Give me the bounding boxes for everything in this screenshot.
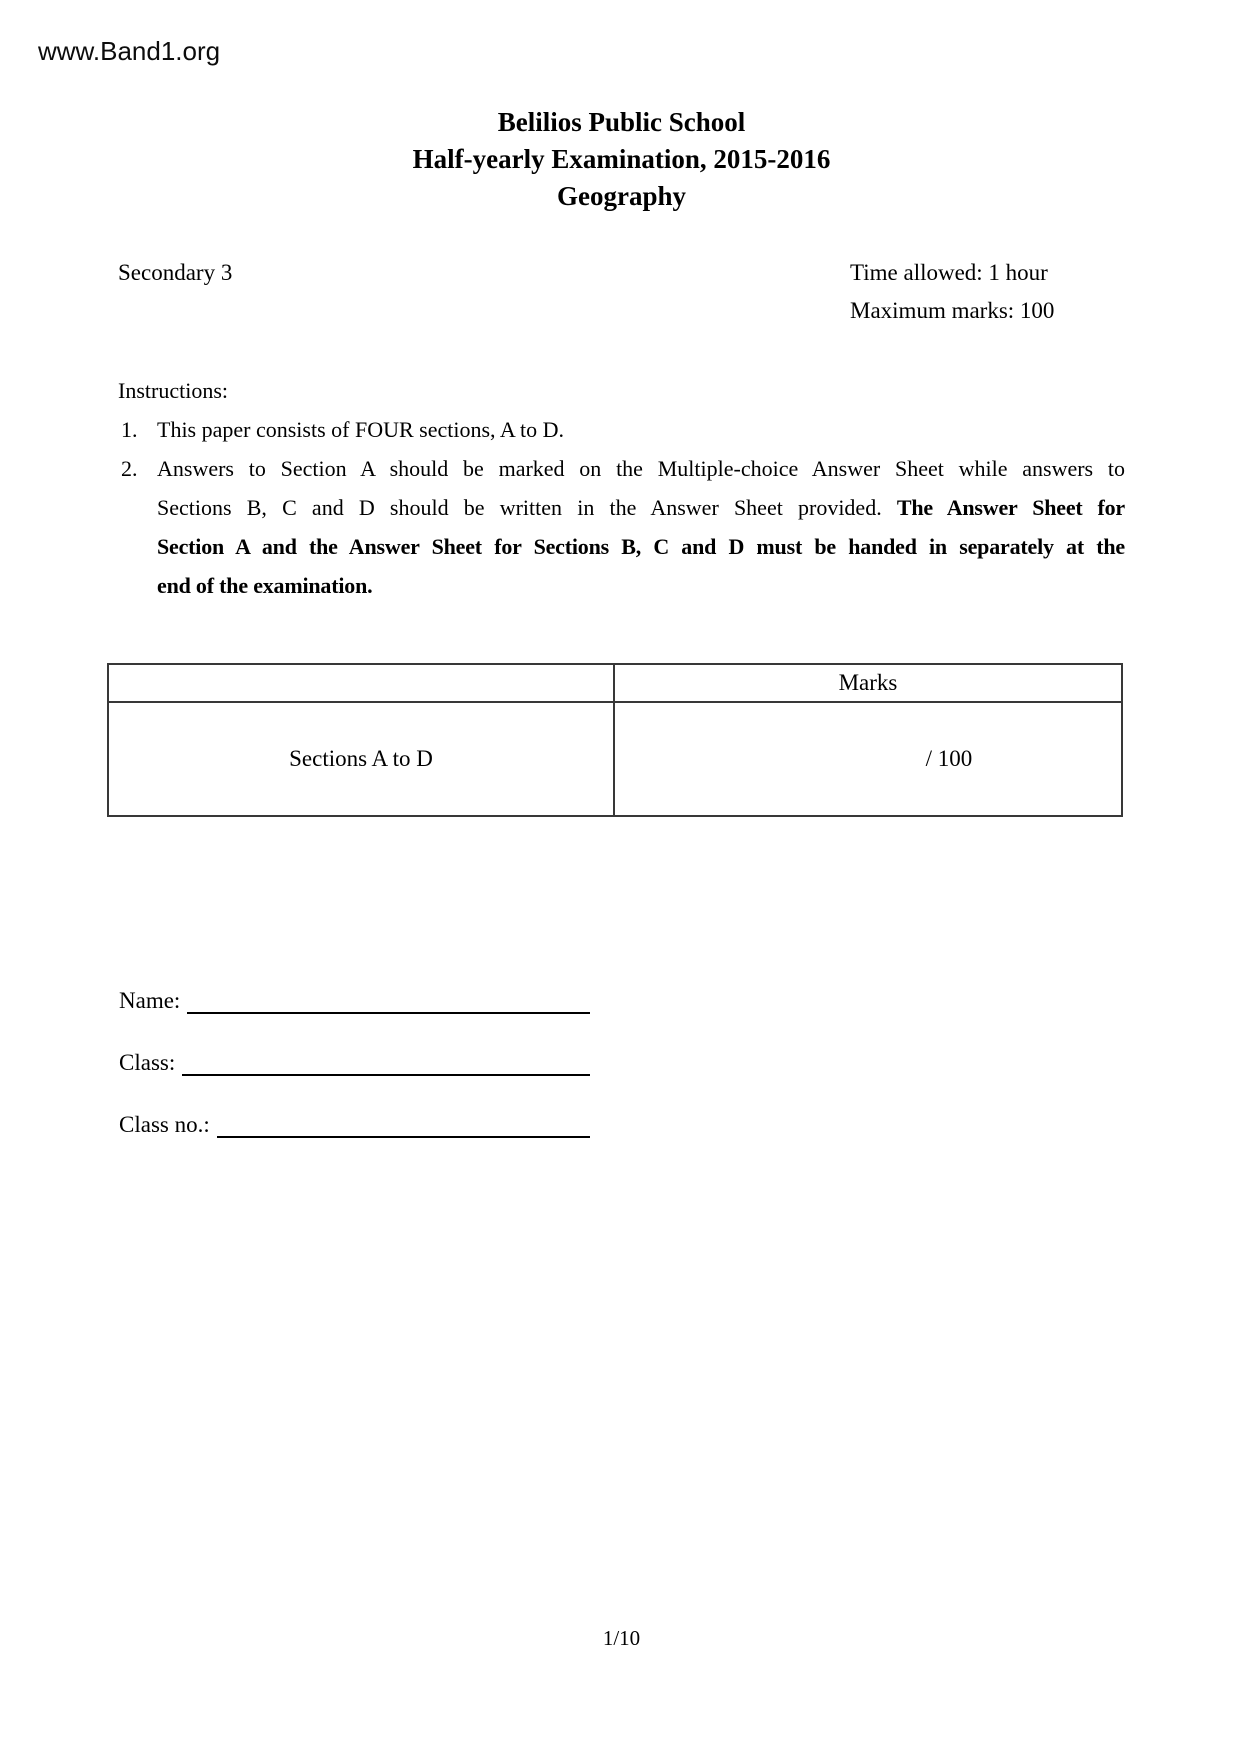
marks-table-header-cell: [615, 665, 1121, 703]
marks-table-value-cell: [615, 703, 1121, 815]
instruction-text-regular: Sections B, C and D should be written in the Answer Sheet provided.: [157, 495, 897, 520]
instruction-text: This paper consists of FOUR sections, A to D.: [157, 417, 564, 442]
class-no-field-underline: [217, 1136, 590, 1138]
instruction-text-line-3: Section A and the Answer Sheet for Sections B, C and D must be handed in separately at the: [157, 534, 1125, 559]
instructions-block: [118, 371, 1125, 605]
exam-title: Half-yearly Examination, 2015-2016: [412, 144, 831, 174]
marks-value: / 100: [925, 746, 973, 771]
student-info-fields: [119, 984, 590, 1170]
instruction-item-1: [118, 410, 1125, 449]
name-field-underline: [187, 1012, 590, 1014]
exam-info-block: [850, 254, 1054, 330]
title-block: [118, 104, 1125, 215]
subject-title: Geography: [556, 181, 686, 211]
class-field-underline: [182, 1074, 590, 1076]
class-no-field-label: Class no.:: [119, 1112, 210, 1137]
sections-label: Sections A to D: [289, 746, 433, 771]
instruction-item-2: [118, 449, 1125, 605]
marks-table-empty-cell: [109, 665, 615, 703]
class-level: Secondary 3: [118, 260, 233, 285]
instructions-heading: Instructions:: [118, 378, 228, 403]
instruction-number: 1.: [121, 417, 138, 442]
max-marks: Maximum marks: 100: [850, 298, 1055, 323]
instruction-text-line-4: end of the examination.: [157, 573, 373, 598]
site-watermark: www.Band1.org: [38, 36, 221, 66]
marks-table-sections-cell: [109, 703, 615, 815]
instruction-text-bold: The Answer Sheet for: [896, 495, 1125, 520]
instruction-text-line-2: [157, 488, 1125, 527]
marks-table: [107, 663, 1123, 817]
time-allowed: Time allowed: 1 hour: [850, 260, 1048, 285]
school-name: Belilios Public School: [497, 107, 746, 137]
name-field-row: [119, 984, 590, 1014]
class-field-row: [119, 1046, 590, 1076]
instruction-number: 2.: [121, 456, 138, 481]
page-number: 1/10: [602, 1626, 641, 1650]
marks-header-label: Marks: [838, 670, 898, 695]
instruction-text-line-1: Answers to Section A should be marked on the Multiple-choice Answer Sheet while answers to: [157, 456, 1125, 481]
class-field-label: Class:: [119, 1050, 176, 1075]
name-field-label: Name:: [119, 988, 181, 1013]
class-no-field-row: [119, 1108, 590, 1138]
